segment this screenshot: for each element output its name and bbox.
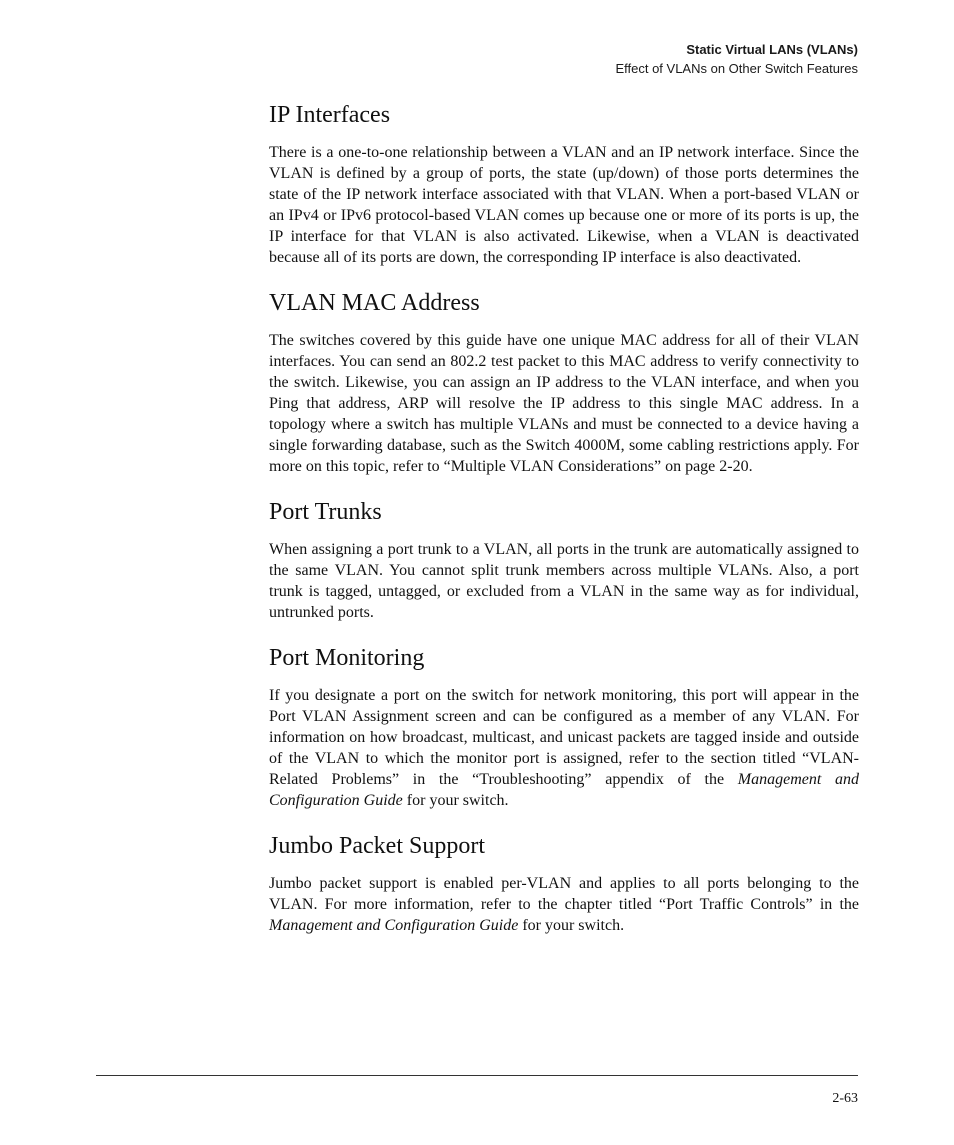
section-body: When assigning a port trunk to a VLAN, all ports in the trunk are automatically assigned to the same VLAN. You cannot split trunk members across multiple VLANs. Also, a port trunk is tagged, untagged, or excluded from a VLAN in the same way as for individual, untrunked ports. bbox=[269, 541, 859, 621]
body-text: If you designate a port on the switch for network monitoring, this port will appear in the Port VLAN Assignment screen and can be configured as a member of any VLAN. For information on how broadcast, multicast, and unicast packets are tagged inside and outside of the VLAN to which the monitor port is assigned, refer to the section titled “VLAN-Related Problems” in the “Troubleshooting” appendix of the bbox=[269, 687, 859, 788]
section-heading: Port Trunks bbox=[269, 499, 382, 525]
section-body bbox=[269, 873, 859, 936]
section-body: The switches covered by this guide have one unique MAC address for all of their VLAN interfaces. You can send an 802.2 test packet to this MAC address to verify connectivity to the switch. Likewise, you can assign an IP address to the VLAN interface, and when you Ping that address, ARP will resolve the IP address to this single MAC address. In a topology where a switch has multiple VLANs and must be connected to a device having a single forwarding database, such as the Switch 4000M, some cabling restrictions apply. For more on this topic, refer to “Multiple VLAN Considerations” on page 2-20. bbox=[269, 332, 859, 475]
page-content bbox=[269, 100, 859, 956]
section-ip-interfaces bbox=[269, 100, 859, 268]
body-text: for your switch. bbox=[518, 917, 625, 934]
section-heading: Port Monitoring bbox=[269, 645, 425, 671]
footer-divider bbox=[96, 1075, 858, 1076]
section-heading: VLAN MAC Address bbox=[269, 290, 480, 316]
page-number: 2-63 bbox=[832, 1091, 858, 1106]
section-jumbo-packet-support bbox=[269, 831, 859, 936]
section-body bbox=[269, 685, 859, 811]
body-text: Jumbo packet support is enabled per-VLAN and applies to all ports belonging to the VLAN. For more information, refer to the chapter titled “Port Traffic Controls” in the bbox=[269, 875, 859, 913]
section-port-trunks bbox=[269, 497, 859, 623]
section-heading: IP Interfaces bbox=[269, 102, 391, 128]
running-head-subtitle: Effect of VLANs on Other Switch Features bbox=[615, 61, 858, 76]
body-text: for your switch. bbox=[402, 792, 509, 809]
guide-title: Management and Configuration Guide bbox=[269, 771, 859, 809]
section-port-monitoring bbox=[269, 643, 859, 811]
running-head bbox=[615, 40, 858, 78]
running-head-title: Static Virtual LANs (VLANs) bbox=[686, 42, 858, 57]
section-vlan-mac-address bbox=[269, 288, 859, 477]
section-heading: Jumbo Packet Support bbox=[269, 833, 485, 859]
section-body: There is a one-to-one relationship between a VLAN and an IP network interface. Since the VLAN is defined by a group of ports, the state (up/down) of those ports determines the state of the IP network interface associated with that VLAN. When a port-based VLAN or an IPv4 or IPv6 protocol-based VLAN comes up because one or more of its ports is up, the IP interface for that VLAN is also activated. Likewise, when a VLAN is deactivated because all of its ports are down, the corresponding IP interface is also deactivated. bbox=[269, 144, 859, 266]
guide-title: Management and Configuration Guide bbox=[269, 917, 519, 934]
